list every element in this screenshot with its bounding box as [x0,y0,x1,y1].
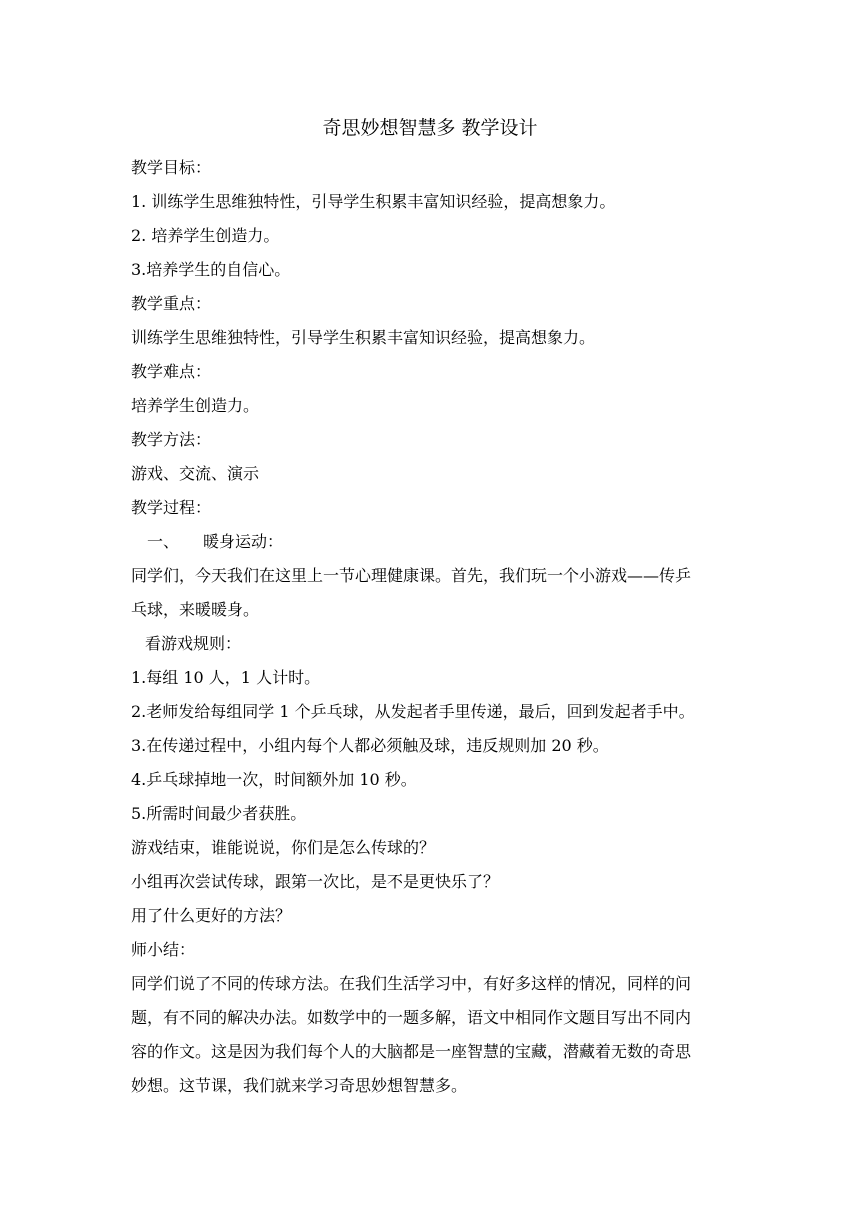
method-heading: 教学方法： [131,430,212,449]
method-text: 游戏、交流、演示 [131,464,260,483]
rule-item: 5.所需时间最少者获胜。 [131,804,307,823]
objective-item: 1. 训练学生思维独特性，引导学生积累丰富知识经验，提高想象力。 [131,192,616,211]
difficulty-text: 培养学生创造力。 [131,396,260,415]
difficulty-heading: 教学难点： [131,362,212,381]
intro-line: 乓球，来暖暖身。 [131,600,260,619]
document-title: 奇思妙想智慧多 教学设计 [322,117,538,139]
question-line: 游戏结束，谁能说说，你们是怎么传球的？ [131,838,436,857]
rule-item: 4.乒乓球掉地一次，时间额外加 10 秒。 [131,770,417,789]
rules-heading: 看游戏规则： [145,634,242,653]
summary-line: 同学们说了不同的传球方法。在我们生活学习中，有好多这样的情况，同样的问 [131,974,692,993]
question-line: 用了什么更好的方法？ [131,906,292,925]
summary-line: 题，有不同的解决办法。如数学中的一题多解，语文中相同作文题目写出不同内 [131,1008,692,1027]
rule-item: 3.在传递过程中，小组内每个人都必须触及球，违反规则加 20 秒。 [131,736,609,755]
summary-heading: 师小结： [131,940,196,959]
summary-line: 妙想。这节课，我们就来学习奇思妙想智慧多。 [131,1076,468,1095]
process-heading: 教学过程： [131,498,212,517]
rule-item: 2.老师发给每组同学 1 个乒乓球，从发起者手里传递，最后，回到发起者手中。 [131,702,695,721]
section-heading [131,525,737,559]
focus-text: 训练学生思维独特性，引导学生积累丰富知识经验，提高想象力。 [131,328,596,347]
objective-item: 2. 培养学生创造力。 [131,226,280,245]
summary-line: 容的作文。这是因为我们每个人的大脑都是一座智慧的宝藏，潜藏着无数的奇思 [131,1042,692,1061]
intro-line: 同学们，今天我们在这里上一节心理健康课。首先，我们玩一个小游戏——传乒 [131,566,692,585]
objectives-heading: 教学目标： [131,158,212,177]
section-title: 暖身运动： [203,532,284,551]
question-line: 小组再次尝试传球，跟第一次比，是不是更快乐了？ [131,872,500,891]
rule-item: 1.每组 10 人，1 人计时。 [131,668,321,687]
objective-item: 3.培养学生的自信心。 [131,260,291,279]
section-number: 一、 [147,532,180,551]
focus-heading: 教学重点： [131,294,212,313]
document-body [131,151,737,1103]
